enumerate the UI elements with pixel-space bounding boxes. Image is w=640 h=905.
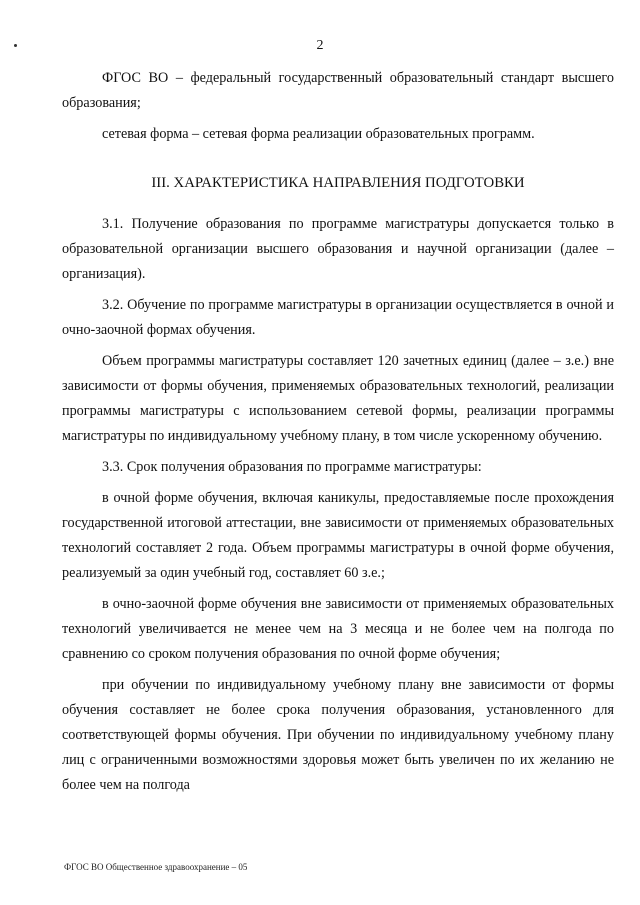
paragraph-fgos-definition: ФГОС ВО – федеральный государственный образовательный стандарт высшего образования; (62, 70, 614, 111)
paragraph-part-time: в очно-заочной форме обучения вне зависимости от применяемых образовательных технологий увеличивается не менее чем на 3 месяца и не более чем на полгода по сравнению со сроком получения образования по очной форме обучения; (62, 596, 614, 662)
section-heading: III. ХАРАКТЕРИСТИКА НАПРАВЛЕНИЯ ПОДГОТОВКИ (151, 175, 525, 191)
page-number: 2 (316, 38, 324, 53)
paragraph-individual-plan: при обучении по индивидуальному учебному плану вне зависимости от формы обучения составляет не более срока получения образования, установленного для соответствующей формы обучения. При обучении по индивидуальному учебному плану лиц с ограниченными возможностями здоровья может быть увеличен по их желанию не более чем на полгода (62, 677, 614, 793)
paragraph-3-2: 3.2. Обучение по программе магистратуры в организации осуществляется в очной и очно-заочной формах обучения. (62, 297, 614, 338)
paragraph-3-1: 3.1. Получение образования по программе магистратуры допускается только в образовательной организации высшего образования и научной организации (далее – организация). (62, 216, 614, 282)
paragraph-network-form-definition: сетевая форма – сетевая форма реализации образовательных программ. (102, 126, 535, 142)
paragraph-full-time: в очной форме обучения, включая каникулы, предоставляемые после прохождения государственной итоговой аттестации, вне зависимости от применяемых образовательных технологий составляет 2 года. Объем программы магистратуры в очной форме обучения, реализуемый за один учебный год, составляет 60 з.е.; (62, 490, 614, 581)
paragraph-program-volume: Объем программы магистратуры составляет 120 зачетных единиц (далее – з.е.) вне зависимости от формы обучения, применяемых образовательных технологий, реализации программы магистратуры с использованием сетевой формы, реализации программы магистратуры по индивидуальному учебному плану, в том числе ускоренному обучению. (62, 353, 614, 444)
paragraph-3-3: 3.3. Срок получения образования по программе магистратуры: (102, 459, 482, 475)
page-footer: ФГОС ВО Общественное здравоохранение – 05 (64, 862, 248, 872)
document-body (62, 66, 614, 798)
